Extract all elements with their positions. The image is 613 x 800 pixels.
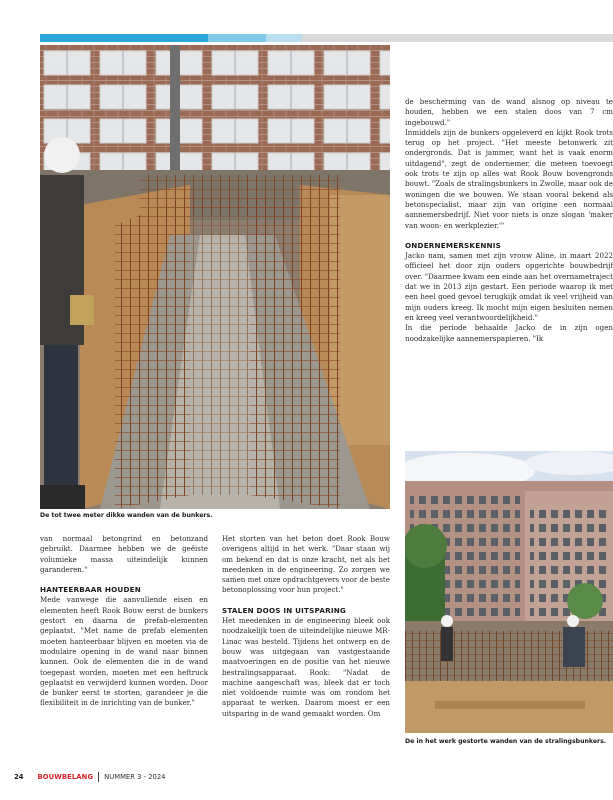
paragraph: Jacko nam, samen met zijn vrouw Aline, in maart 2022 officieel het door zijn ouders opgerichte bouwbedrijf over. "Daarmee kwam een einde aan het overnametraject dat we in 2013 zijn gestart. Een periode waarop ik met een heel goed gevoel terugkijk omdat ik veel vrijheid van mijn ouders kreeg. Ik mocht mijn eigen besluiten nemen en kreeg veel verantwoordelijkheid." [405, 251, 613, 322]
section-heading: ONDERNEMERSKENNIS [405, 240, 501, 250]
page-number: 24 [14, 773, 24, 781]
stralingsbunkers-photo [405, 451, 613, 733]
photo-caption: De in het werk gestorte wanden van de stralingsbunkers. [405, 738, 607, 745]
footer-divider [98, 772, 99, 782]
paragraph: van normaal betongrind en betonzand gebruikt. Daarmee hebben we de geëiste volumieke massa uiteindelijk kunnen garanderen." [40, 534, 208, 574]
color-bar-segment [40, 34, 208, 42]
paragraph: In die periode behaalde Jacko de in zijn ogen noodzakelijke aannemerspapieren. "Ik [405, 323, 613, 343]
paragraph: Het meedenken in de engineering bleek ook noodzakelijk toen de uiteindelijke nieuwe MR-Linac was besteld. Tijdens het ontwerp en de bouw was uitgegaan van vastgestaande maatvoeringen en de positie van het nieuwe bestralingsapparaat. Rook: "Nadat de machine aangeschaft was, bleek dat er toch niet voldoende ruimte was om rondom het apparaat te werken. Daarom moest er een uitsparing in de wand gemaakt worden. Om [222, 616, 390, 718]
page-footer [14, 772, 166, 782]
magazine-brand: BOUWBELANG [37, 773, 94, 781]
paragraph: Mede vanwege die aanvullende eisen en elementen heeft Rook Bouw eerst de bunkers gestort en daarna de prefab-elementen geplaatst. "Met name de prefab elementen moeten hanteerbaar blijven en moeten via de modulaire opening in de wand naar binnen kunnen. Ook de elementen die in de wand toegepast worden, moeten met een heftruck geplaatst en verwijderd kunnen worden. Door de bunker eerst te storten, garandeer je die flexibiliteit in de inrichting van de bunker." [40, 595, 208, 708]
paragraph: de bescherming van de wand alsnog op niveau te houden, hebben we een stalen doos van 7 cm ingebouwd." [405, 97, 613, 127]
bunker-rebar-photo [40, 45, 390, 509]
top-color-bar [40, 34, 613, 42]
issue-label: NUMMER 3 - 2024 [104, 773, 166, 781]
article-column-left [40, 534, 208, 709]
section-heading: STALEN DOOS IN UITSPARING [222, 605, 347, 615]
article-column-middle [222, 534, 390, 719]
color-bar-segment [208, 34, 266, 42]
article-column-right [405, 97, 613, 344]
color-bar-segment [302, 34, 613, 42]
color-bar-segment [266, 34, 302, 42]
paragraph: Het storten van het beton doet Rook Bouw overigens altijd in het werk. "Daar staan wij om bekend en dat is onze kracht, net als het meedenken in de engineering. Zo zorgen we samen met onze opdrachtgevers voor de beste betonoplossing voor hun project." [222, 534, 390, 595]
paragraph: Inmiddels zijn de bunkers opgeleverd en kijkt Rook trots terug op het project. "Het meeste betonwerk zit ondergronds. Dat is jammer, want het is vaak enorm uitdagend", zegt de ondernemer, die meteen toevoegt ook trots te zijn op alles wat Rook Bouw bovengronds bouwt. "Zoals de stralingsbunkers in Zwolle, maar ook de woningen die we bouwen. We staan vooral bekend als betonspecialist, maar zijn van origine een normaal aannemersbedrijf. Niet voor niets is onze slogan 'maker van woon- en werkplezier.'" [405, 127, 613, 230]
section-heading: HANTEERBAAR HOUDEN [40, 585, 141, 595]
photo-caption: De tot twee meter dikke wanden van de bunkers. [40, 512, 213, 519]
